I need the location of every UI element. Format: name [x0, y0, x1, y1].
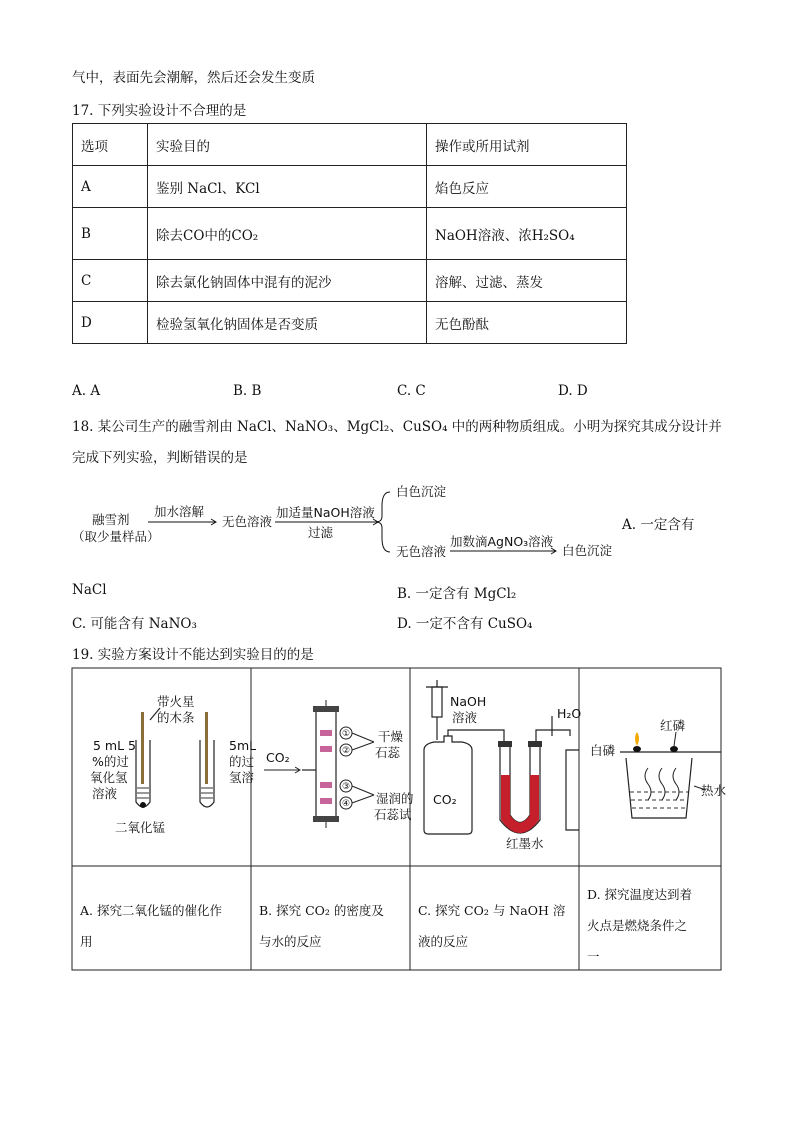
row-method: 焰色反应: [427, 166, 627, 208]
caption-c[interactable]: [418, 895, 565, 957]
red-ink-label: 红墨水: [506, 836, 544, 851]
flow-step1: 加水溶解: [154, 504, 205, 519]
row-purpose: 鉴别 NaCl、KCl: [148, 166, 427, 208]
left-solution-label-1: 5 mL 5: [93, 738, 136, 753]
row-option: A: [73, 166, 148, 208]
left-solution-label-4: 溶液: [92, 786, 118, 801]
previous-question-tail: 气中，表面先会潮解，然后还会发生变质: [72, 70, 315, 86]
caption-c-line2: 液的反应: [418, 934, 469, 949]
caption-b[interactable]: [259, 895, 384, 957]
caption-a-line1: A. 探究二氧化锰的催化作: [80, 903, 222, 918]
flow-start-note: （取少量样品）: [72, 529, 160, 544]
flow-solution2: 无色溶液: [396, 544, 447, 559]
flame-icon: [635, 732, 639, 746]
naoh-label-1: NaOH: [450, 694, 487, 709]
figure-b: [264, 700, 414, 828]
splint-label-2: 的木条: [157, 710, 195, 725]
caption-d[interactable]: [587, 879, 692, 972]
caption-a-line2: 用: [80, 934, 93, 949]
flow-solution1: 无色溶液: [222, 514, 273, 529]
caption-d-line1: D. 探究温度达到着: [587, 887, 693, 902]
white-phosphorus-label: 白磷: [590, 743, 616, 758]
co2-bottle-label: CO₂: [433, 792, 457, 807]
catalyst-label: 二氧化锰: [115, 820, 166, 835]
flow-step2a: 加适量NaOH溶液: [276, 505, 375, 520]
right-solution-label-1: 5mL: [229, 738, 257, 753]
h2o-bottle-partial: [566, 750, 579, 830]
q18-stem-line1: 18. 某公司生产的融雪剂由 NaCl、NaNO₃、MgCl₂、CuSO₄ 中的两种物质组成。小明为探究其成分设计并: [72, 419, 722, 435]
flow-step2b: 过滤: [308, 525, 334, 540]
red-phosphorus: [670, 746, 678, 752]
flow-step3: 加数滴AgNO₃溶液: [450, 534, 554, 549]
red-ink: [501, 775, 539, 833]
caption-b-line1: B. 探究 CO₂ 的密度及: [259, 903, 384, 918]
wooden-splint-right: [205, 712, 208, 784]
row-purpose: 检验氢氧化钠固体是否变质: [148, 302, 427, 344]
tube-stopper-top: [313, 706, 339, 712]
wooden-splint-left: [141, 712, 144, 784]
co2-bottle: [424, 736, 472, 834]
flow-start: 融雪剂: [92, 512, 130, 527]
h2o-label: H₂O: [557, 706, 582, 721]
row-method: NaOH溶液、浓H₂SO₄: [427, 208, 627, 260]
right-solution-label-2: 的过: [229, 754, 255, 769]
q17-stem: 17. 下列实验设计不合理的是: [72, 103, 247, 119]
co2-label: CO₂: [266, 750, 290, 765]
q18-choice-a[interactable]: A. 一定含有: [622, 517, 695, 533]
position-marker-3: ③: [341, 782, 351, 792]
caption-d-line3: 一: [587, 949, 600, 964]
mno2-powder: [140, 802, 146, 808]
flow-precipitate2: 白色沉淀: [562, 543, 613, 558]
litmus-paper-4: [320, 798, 332, 804]
litmus-paper-2: [320, 746, 332, 752]
q18-stem-line2: 完成下列实验，判断错误的是: [72, 450, 248, 466]
litmus-paper-1: [320, 730, 332, 736]
u-tube-inner: [510, 745, 530, 823]
connector-tube: [448, 730, 504, 745]
q18-choice-b[interactable]: B. 一定含有 MgCl₂: [397, 586, 517, 602]
left-solution-label-3: 氧化氢: [90, 770, 128, 785]
row-option: C: [73, 260, 148, 302]
red-phosphorus-label: 红磷: [660, 718, 686, 733]
row-purpose: 除去CO中的CO₂: [148, 208, 427, 260]
header-option: 选项: [73, 124, 148, 166]
tube-stopper-bottom: [313, 816, 339, 822]
caption-b-line2: 与水的反应: [259, 934, 322, 949]
q18-choice-d[interactable]: D. 一定不含有 CuSO₄: [397, 616, 533, 632]
header-purpose: 实验目的: [148, 124, 427, 166]
q17-choice-b[interactable]: B. B: [233, 383, 262, 399]
caption-c-line1: C. 探究 CO₂ 与 NaOH 溶: [418, 903, 566, 918]
row-method: 溶解、过滤、蒸发: [427, 260, 627, 302]
figure-c: [424, 680, 581, 851]
right-solution-label-3: 氢溶: [229, 770, 255, 785]
row-option: B: [73, 208, 148, 260]
position-marker-4: ④: [341, 799, 351, 809]
flow-precipitate1: 白色沉淀: [396, 484, 447, 499]
syringe-barrel: [432, 687, 442, 717]
row-option: D: [73, 302, 148, 344]
row-method: 无色酚酞: [427, 302, 627, 344]
left-solution-label-2: %的过: [92, 754, 129, 769]
q18-choice-c[interactable]: C. 可能含有 NaNO₃: [72, 616, 197, 632]
wet-litmus-label-2: 石蕊试: [374, 807, 412, 822]
hot-water-label: 热水: [701, 783, 727, 798]
q17-choice-c[interactable]: C. C: [397, 383, 426, 399]
q18-choice-a-cont: NaCl: [72, 582, 107, 598]
naoh-label-2: 溶液: [452, 710, 478, 725]
header-method: 操作或所用试剂: [427, 124, 627, 166]
dry-litmus-label-1: 干燥: [378, 729, 404, 744]
caption-d-line2: 火点是燃烧条件之: [587, 918, 688, 933]
splint-label-1: 带火星: [157, 694, 195, 709]
white-phosphorus: [633, 746, 641, 752]
q17-choice-d[interactable]: D. D: [558, 383, 588, 399]
figure-d: [590, 718, 727, 818]
wet-litmus-label-1: 湿润的: [376, 791, 414, 806]
position-marker-2: ②: [341, 746, 351, 756]
position-marker-1: ①: [341, 729, 351, 739]
beaker: [626, 758, 692, 818]
caption-a[interactable]: [80, 895, 222, 957]
q19-stem: 19. 实验方案设计不能达到实验目的的是: [72, 647, 314, 663]
dry-litmus-label-2: 石蕊: [375, 745, 401, 760]
q17-choice-a[interactable]: A. A: [72, 383, 101, 399]
figure-a: [90, 694, 256, 835]
row-purpose: 除去氯化钠固体中混有的泥沙: [148, 260, 427, 302]
litmus-paper-3: [320, 782, 332, 788]
